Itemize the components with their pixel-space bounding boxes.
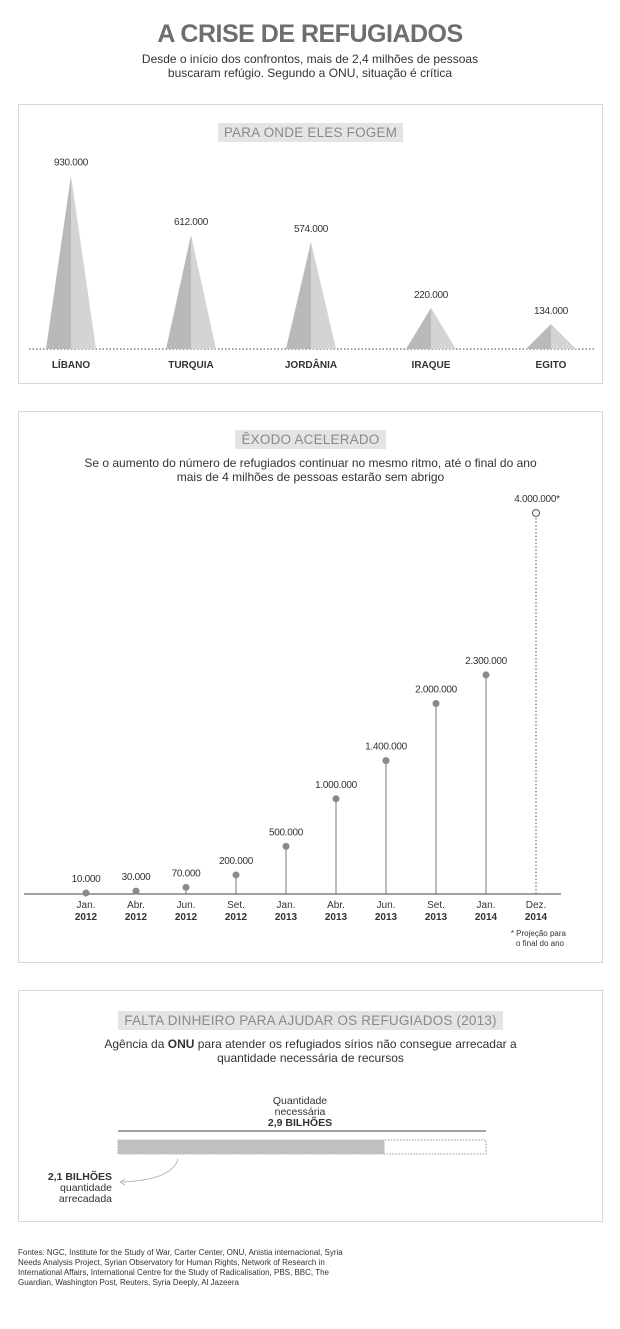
- page-title: A CRISE DE REFUGIADOS: [157, 20, 463, 48]
- month-label: Set.: [427, 900, 445, 911]
- year-label: 2014: [524, 912, 548, 923]
- point-value-label: 1.400.000: [365, 741, 407, 753]
- month-label: Dez.: [525, 900, 547, 911]
- month-label: Abr.: [327, 900, 345, 911]
- funding-header: FALTA DINHEIRO PARA AJUDAR OS REFUGIADOS (2013): [118, 1011, 503, 1030]
- funding-raised-label: 2,1 BILHÕES quantidade arrecadada: [47, 1171, 112, 1205]
- footnote-line-1: * Projeção para: [510, 929, 566, 938]
- exodus-chart: [19, 412, 602, 962]
- point-value-label: 200.000: [218, 855, 254, 867]
- funding-needed-label: Quantidade necessária 2,9 BILHÕES: [267, 1095, 333, 1129]
- peak-shadow: [406, 308, 431, 349]
- month-label: Abr.: [127, 900, 145, 911]
- data-point: [233, 871, 240, 878]
- funding-description-bold: ONU: [167, 1037, 195, 1051]
- peak-shadow: [46, 176, 71, 349]
- point-value-label: 30.000: [121, 872, 151, 884]
- peak-shadow: [166, 235, 191, 349]
- month-label: Jun.: [176, 900, 196, 911]
- exodus-panel: [18, 411, 603, 963]
- peak-value-label: 612.000: [173, 216, 209, 228]
- peak-value-label: 220.000: [413, 290, 449, 302]
- data-point: [133, 888, 140, 895]
- year-label: 2013: [374, 912, 398, 923]
- data-point: [383, 757, 390, 764]
- point-value-label: 2.300.000: [465, 655, 507, 667]
- destinations-header: PARA ONDE ELES FOGEM: [218, 123, 403, 142]
- year-label: 2013: [274, 912, 298, 923]
- peak-5: [551, 324, 576, 349]
- point-value-label: 1.000.000: [315, 779, 357, 791]
- year-label: 2014: [474, 912, 498, 923]
- destinations-chart: [19, 105, 602, 383]
- data-point: [433, 700, 440, 707]
- month-label: Jan.: [76, 900, 96, 911]
- data-point: [283, 843, 290, 850]
- exodus-description: Se o aumento do número de refugiados continuar no mesmo ritmo, até o final do ano mais de 4 milhões de pessoas estarão sem abrigo: [84, 456, 537, 484]
- country-label: IRAQUE: [411, 360, 451, 371]
- peak-4: [431, 308, 456, 349]
- year-label: 2013: [424, 912, 448, 923]
- month-label: Jun.: [376, 900, 396, 911]
- point-value-label: 2.000.000: [415, 684, 457, 696]
- sources-note: Fontes: NGC, Institute for the Study of War, Carter Center, ONU, Anistia internacional, Syria Needs Analysis Project, Syrian Observatory for Human Rights, Network of Research in International Affairs, International Centre for the Study of Radicalisation, PBS, BBC, The Guardian, Washington Post, Reuters, Syria Deeply, Al Jazeera: [18, 1248, 343, 1287]
- data-point: [333, 795, 340, 802]
- month-label: Jan.: [276, 900, 296, 911]
- point-value-label: 4.000.000*: [514, 494, 560, 505]
- funding-raised-value: 2,1 BILHÕES: [47, 1171, 112, 1183]
- point-value-label: 500.000: [268, 827, 304, 839]
- year-label: 2012: [224, 912, 248, 923]
- peak-value-label: 574.000: [293, 224, 329, 236]
- data-point: [183, 884, 190, 891]
- peak-shadow: [526, 324, 551, 349]
- funding-needed-value: 2,9 BILHÕES: [267, 1117, 333, 1129]
- point-value-label: 70.000: [171, 868, 201, 880]
- country-label: JORDÂNIA: [284, 360, 338, 371]
- point-value-label: 10.000: [71, 874, 101, 886]
- year-label: 2013: [324, 912, 348, 923]
- peak-value-label: 134.000: [533, 306, 569, 318]
- country-label: LÍBANO: [51, 360, 91, 371]
- destinations-panel: [18, 104, 603, 384]
- data-point: [483, 671, 490, 678]
- peak-1: [71, 176, 96, 349]
- month-label: Set.: [227, 900, 245, 911]
- peak-shadow: [286, 242, 311, 349]
- country-label: TURQUIA: [168, 360, 214, 371]
- country-label: EGITO: [535, 360, 567, 371]
- projected-point: [533, 510, 540, 517]
- year-label: 2012: [174, 912, 198, 923]
- page-subtitle: Desde o início dos confrontos, mais de 2,4 milhões de pessoas buscaram refúgio. Segundo a ONU, situação é crítica: [141, 52, 479, 80]
- peak-2: [191, 235, 216, 349]
- peak-value-label: 930.000: [53, 157, 89, 169]
- peak-3: [311, 242, 336, 349]
- exodus-header: ÊXODO ACELERADO: [235, 430, 385, 449]
- data-point: [83, 890, 90, 897]
- funding-description: Agência da ONU para atender os refugiados sírios não consegue arrecadar a quantidade necessária de recursos: [104, 1037, 517, 1065]
- year-label: 2012: [124, 912, 148, 923]
- month-label: Jan.: [476, 900, 496, 911]
- year-label: 2012: [74, 912, 98, 923]
- footnote-line-2: o final do ano: [515, 939, 564, 948]
